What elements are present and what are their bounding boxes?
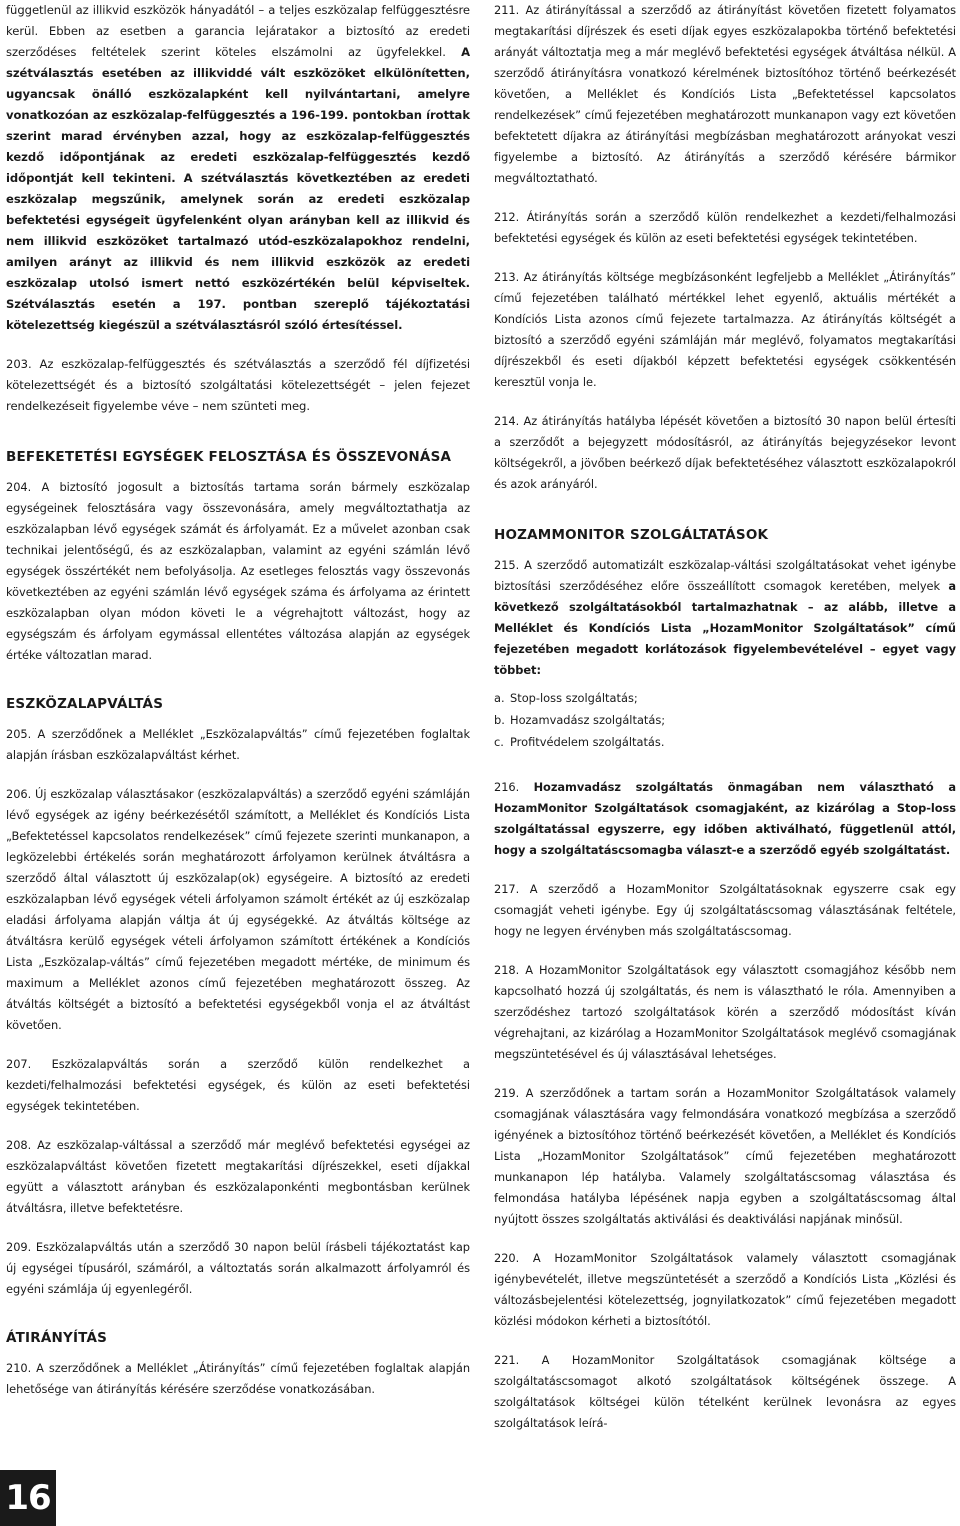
paragraph-207: 207. Eszközalapváltás során a szerződő külön rendelkezhet a kezdeti/felhalmozási befektetési egységek, és külön az eseti befektetési egységek tekintetében. [6, 1057, 470, 1113]
paragraph-211: 211. Az átirányítással a szerződő az átirányítást követően fizetett folyamatos megtakarítási díjrészek és eseti díjak egyes eszközalapokba történő befektetési arányát változtatja meg a már meglévő befektetési egységek átváltása nélkül. A szerződő átirányításra vonatkozó kérelmének biztosítóhoz történő beérkezését követően, a Melléklet és Kondíciós Lista „Befektetéssel kapcsolatos rendelkezések” című fejezetében meghatározott munkanapon vagy ezt követően befektetett díjakra az átirányítási megbízásban meghatározott arányokat veszi figyelembe a biztosító. Az átirányítás a szerződő kérésére bármikor megváltoztatható. [494, 3, 956, 185]
paragraph-216-text: Hozamvadász szolgáltatás önmagában nem választható a HozamMonitor Szolgáltatások csomagjaként, az kizárólag a Stop-loss szolgáltatással egyszerre, egy időben aktiválható, függetlenül attól, hogy a szolgáltatáscsomagba választ-e a szerződő egyéb szolgáltatást. [494, 780, 957, 857]
paragraph-213: 213. Az átirányítás költsége megbízásonként legfeljebb a Melléklet „Átirányítás” című fejezetében található mértékkel lehet egyenlő, aktuális mértékét a Kondíciós Lista azonos című fejezete tartalmazza. Az átirányítás költségét a biztosító a szerződő egyéni számláján már meglévő, folyamatos megtakarítási díjrészekből és eseti díjakból képzett befektetési egységek csökkentésén keresztül vonja le. [494, 270, 956, 389]
paragraph-204: 204. A biztosító jogosult a biztosítás tartama során bármely eszközalap egységeinek felosztására vagy összevonására, amely megváltoztathatja az eszközalapban lévő egységek számát és árfolyamát. Ez a művelet azonban csak technikai jelentőségű, és az eszközalapban, valamint az egyéni számlán lévő egységek összértékét nem befolyásolja. Az esetleges felosztás vagy összevonás következtében az egyéni számlán lévő egységek száma és árfolyama az érintett eszközalapban olyan módon követi le a végrehajtott változást, hogy az egységszám és árfolyam egymással ellentétes változása alapján az egységek értéke változatlan marad. [6, 480, 470, 662]
text-cont1: függetlenül az illikvid eszközök hányadától – a teljes eszközalap felfüggesztésre kerül. Ebben az esetben a garancia lejáratakor a biztosító az eredeti szerződéses feltételek szerint köteles elszámolni az ügyfelekkel. [6, 3, 470, 59]
list-item [494, 731, 956, 753]
paragraph-215-bold: a következő szolgáltatásokból tartalmazhatnak – az alább, illetve a Melléklet és Kondíciós Lista „HozamMonitor Szolgáltatások” című fejezetében megadott korlátozások figyelembevételével – egyet vagy többet: [494, 579, 956, 677]
heading-atiranyitas: ÁTIRÁNYÍTÁS [6, 1330, 108, 1346]
heading-hozammonitor: HOZAMMONITOR SZOLGÁLTATÁSOK [494, 527, 769, 543]
paragraph-221: 221. A HozamMonitor Szolgáltatások csomagjának költsége a szolgáltatáscsomagot alkotó szolgáltatások költségének összege. A szolgáltatások költségei külön tételként kerülnek levonásra az egyes szolgáltatások leírá- [494, 1353, 956, 1430]
paragraph-214: 214. Az átirányítás hatályba lépését követően a biztosító 30 napon belül értesíti a szerződőt a bejegyzett módosításról, az átirányítás bejegyzésekor levont költségekről, a jövőben beérkező díjak befektetéséhez választott eszközalapokról és azok arányáról. [494, 414, 956, 491]
list-item [494, 687, 956, 709]
heading-befektetesi-egysegek: BEFEKETETÉSI EGYSÉGEK FELOSZTÁSA ÉS ÖSSZEVONÁSA [6, 449, 452, 465]
paragraph-205: 205. A szerződőnek a Melléklet „Eszközalapváltás” című fejezetében foglaltak alapján írásban eszközalapváltást kérhet. [6, 727, 470, 762]
list-item [494, 709, 956, 731]
heading-eszkozalapvaltas: ESZKÖZALAPVÁLTÁS [6, 696, 164, 712]
paragraph-203: 203. Az eszközalap-felfüggesztés és szétválasztás a szerződő fél díjfizetési kötelezettségét és a biztosító szolgáltatási kötelezettségét – jelen fejezet rendelkezéseit figyelembe véve – nem szünteti meg. [6, 357, 470, 413]
paragraph-212: 212. Átirányítás során a szerződő külön rendelkezhet a kezdeti/felhalmozási befektetési egységek és külön az eseti befektetési egységek tekintetében. [494, 210, 956, 245]
paragraph-216 [494, 777, 956, 861]
paragraph-215-start: 215. A szerződő automatizált eszközalap-váltási szolgáltatásokat vehet igénybe biztosítási szerződéséhez előre összeállított csomagok keretében, melyek [494, 558, 956, 593]
list-text: Hozamvadász szolgáltatás; [510, 713, 666, 727]
paragraph-217: 217. A szerződő a HozamMonitor Szolgáltatásoknak egyszerre csak egy csomagját veheti igénybe. Egy új szolgáltatáscsomag választásának feltétele, hogy ne legyen érvényben más szolgáltatáscsomag. [494, 882, 956, 938]
page-number-badge: 16 [0, 1470, 56, 1526]
paragraph-continuation [6, 0, 470, 336]
list-letter: a. [494, 691, 505, 705]
list-text: Profitvédelem szolgáltatás. [510, 735, 665, 749]
paragraph-210: 210. A szerződőnek a Melléklet „Átirányítás” című fejezetében foglaltak alapján lehetősége van átirányítás kérésére szerződése vonatkozásában. [6, 1361, 470, 1396]
right-column [494, 0, 956, 1452]
text-cont2: A szétválasztás esetében az illikviddé vált eszközöket elkülönítetten, ugyancsak önálló eszközalapként kell nyilvántartani, amelyre vonatkozóan az eszközalap-felfüggesztés a 196-199. pontokban írottak szerint marad érvényben azzal, hogy az eszközalap-felfüggesztés kezdő időpontjának az eredeti eszközalap-felfüggesztés kezdő időpontját kell tekinteni. [6, 45, 470, 185]
paragraph-220: 220. A HozamMonitor Szolgáltatások valamely választott csomagjának igénybevételét, illetve megszüntetését a szerződő a Kondíciós Lista „Közlési és változásbejelentési kötelezettség, jognyilatkozatok” című fejezetében megadott közlési módokon kérheti a biztosítótól. [494, 1251, 956, 1328]
paragraph-215 [494, 555, 956, 681]
list-letter: c. [494, 735, 504, 749]
text-cont3: A szétválasztás következtében az eredeti eszközalap megszűnik, amelynek során az eredeti eszközalap befektetési egységeit ügyfelenként olyan arányban kell az illikvid és nem illikvid eszközöket tartalmazó utód-eszközalapokhoz rendelni, amilyen arányt az illikvid és nem illikvid eszközök az eredeti eszközalap utolsó ismert nettó eszközértékén belül képviseltek. Szétválasztás esetén a 197. pontban szereplő tájékoztatási kötelezettség kiegészül a szétválasztásról szóló értesítéssel. [6, 171, 470, 332]
left-column [6, 0, 470, 1418]
paragraph-209: 209. Eszközalapváltás után a szerződő 30 napon belül írásbeli tájékoztatást kap új egységei típusáról, számáról, a változtatás során alkalmazott árfolyamról és egyéni számlája új egyenlegéről. [6, 1240, 470, 1296]
list-letter: b. [494, 713, 505, 727]
paragraph-208: 208. Az eszközalap-váltással a szerződő már meglévő befektetési egységei az eszközalapváltást követően fizetett megtakarítási díjrészekkel, eseti díjakkal együtt a választott arányban és eszközalaponkénti megbontásban kerülnek átváltásra, illetve befektetésre. [6, 1138, 470, 1215]
paragraph-216-number: 216. [494, 780, 534, 794]
paragraph-219: 219. A szerződőnek a tartam során a HozamMonitor Szolgáltatások valamely csomagjának választására vagy felmondására vonatkozó megbízása a szerződő igényének a biztosítóhoz történő beérkezését követően, a Melléklet és Kondíciós Lista „HozamMonitor Szolgáltatások” című fejezetében meghatározott munkanapon lép hatályba. Valamely szolgáltatáscsomag választása és felmondása hatályba lépésének napja egyben a szolgáltatáscsomag által nyújtott összes szolgáltatás aktiválási és deaktiválási napjának minősül. [494, 1086, 956, 1226]
paragraph-218: 218. A HozamMonitor Szolgáltatások egy választott csomagjához később nem kapcsolható hozzá új szolgáltatás, és nem is választható le róla. Amennyiben a szerződéshez tartozó szolgáltatások körén a szerződő módosítást kíván végrehajtani, az kizárólag a HozamMonitor Szolgáltatások meglévő csomagjának megszüntetésével és új választásával lehetséges. [494, 963, 956, 1061]
paragraph-206: 206. Új eszközalap választásakor (eszközalapváltás) a szerződő egyéni számláján lévő egységek az igény beérkezésétől számított, a Melléklet és Kondíciós Lista „Befektetéssel kapcsolatos rendelkezések” című fejezete szerinti munkanapon, a legközelebbi értékelés során meghatározott árfolyamon kerülnek átváltásra a szerződő által választott új eszközalap(ok) egységeire. A biztosító az eredeti eszközalapban lévő egységek vételi árfolyamon számolt értékét az új eszközalap eladási árfolyama alapján váltja át új egységekké. Az átváltás költsége az átváltásra kerülő egységek vételi árfolyamon számított értékének a Kondíciós Lista „Eszközalap-váltás” című fejezetében megadott mértéke, de minimum és maximum a Melléklet azonos című fejezetében meghatározott összeg. Az átváltás költségét a biztosító a befektetési egységekből vonja el az átváltást követően. [6, 787, 470, 1032]
service-options-list [494, 687, 956, 753]
list-text: Stop-loss szolgáltatás; [510, 691, 638, 705]
